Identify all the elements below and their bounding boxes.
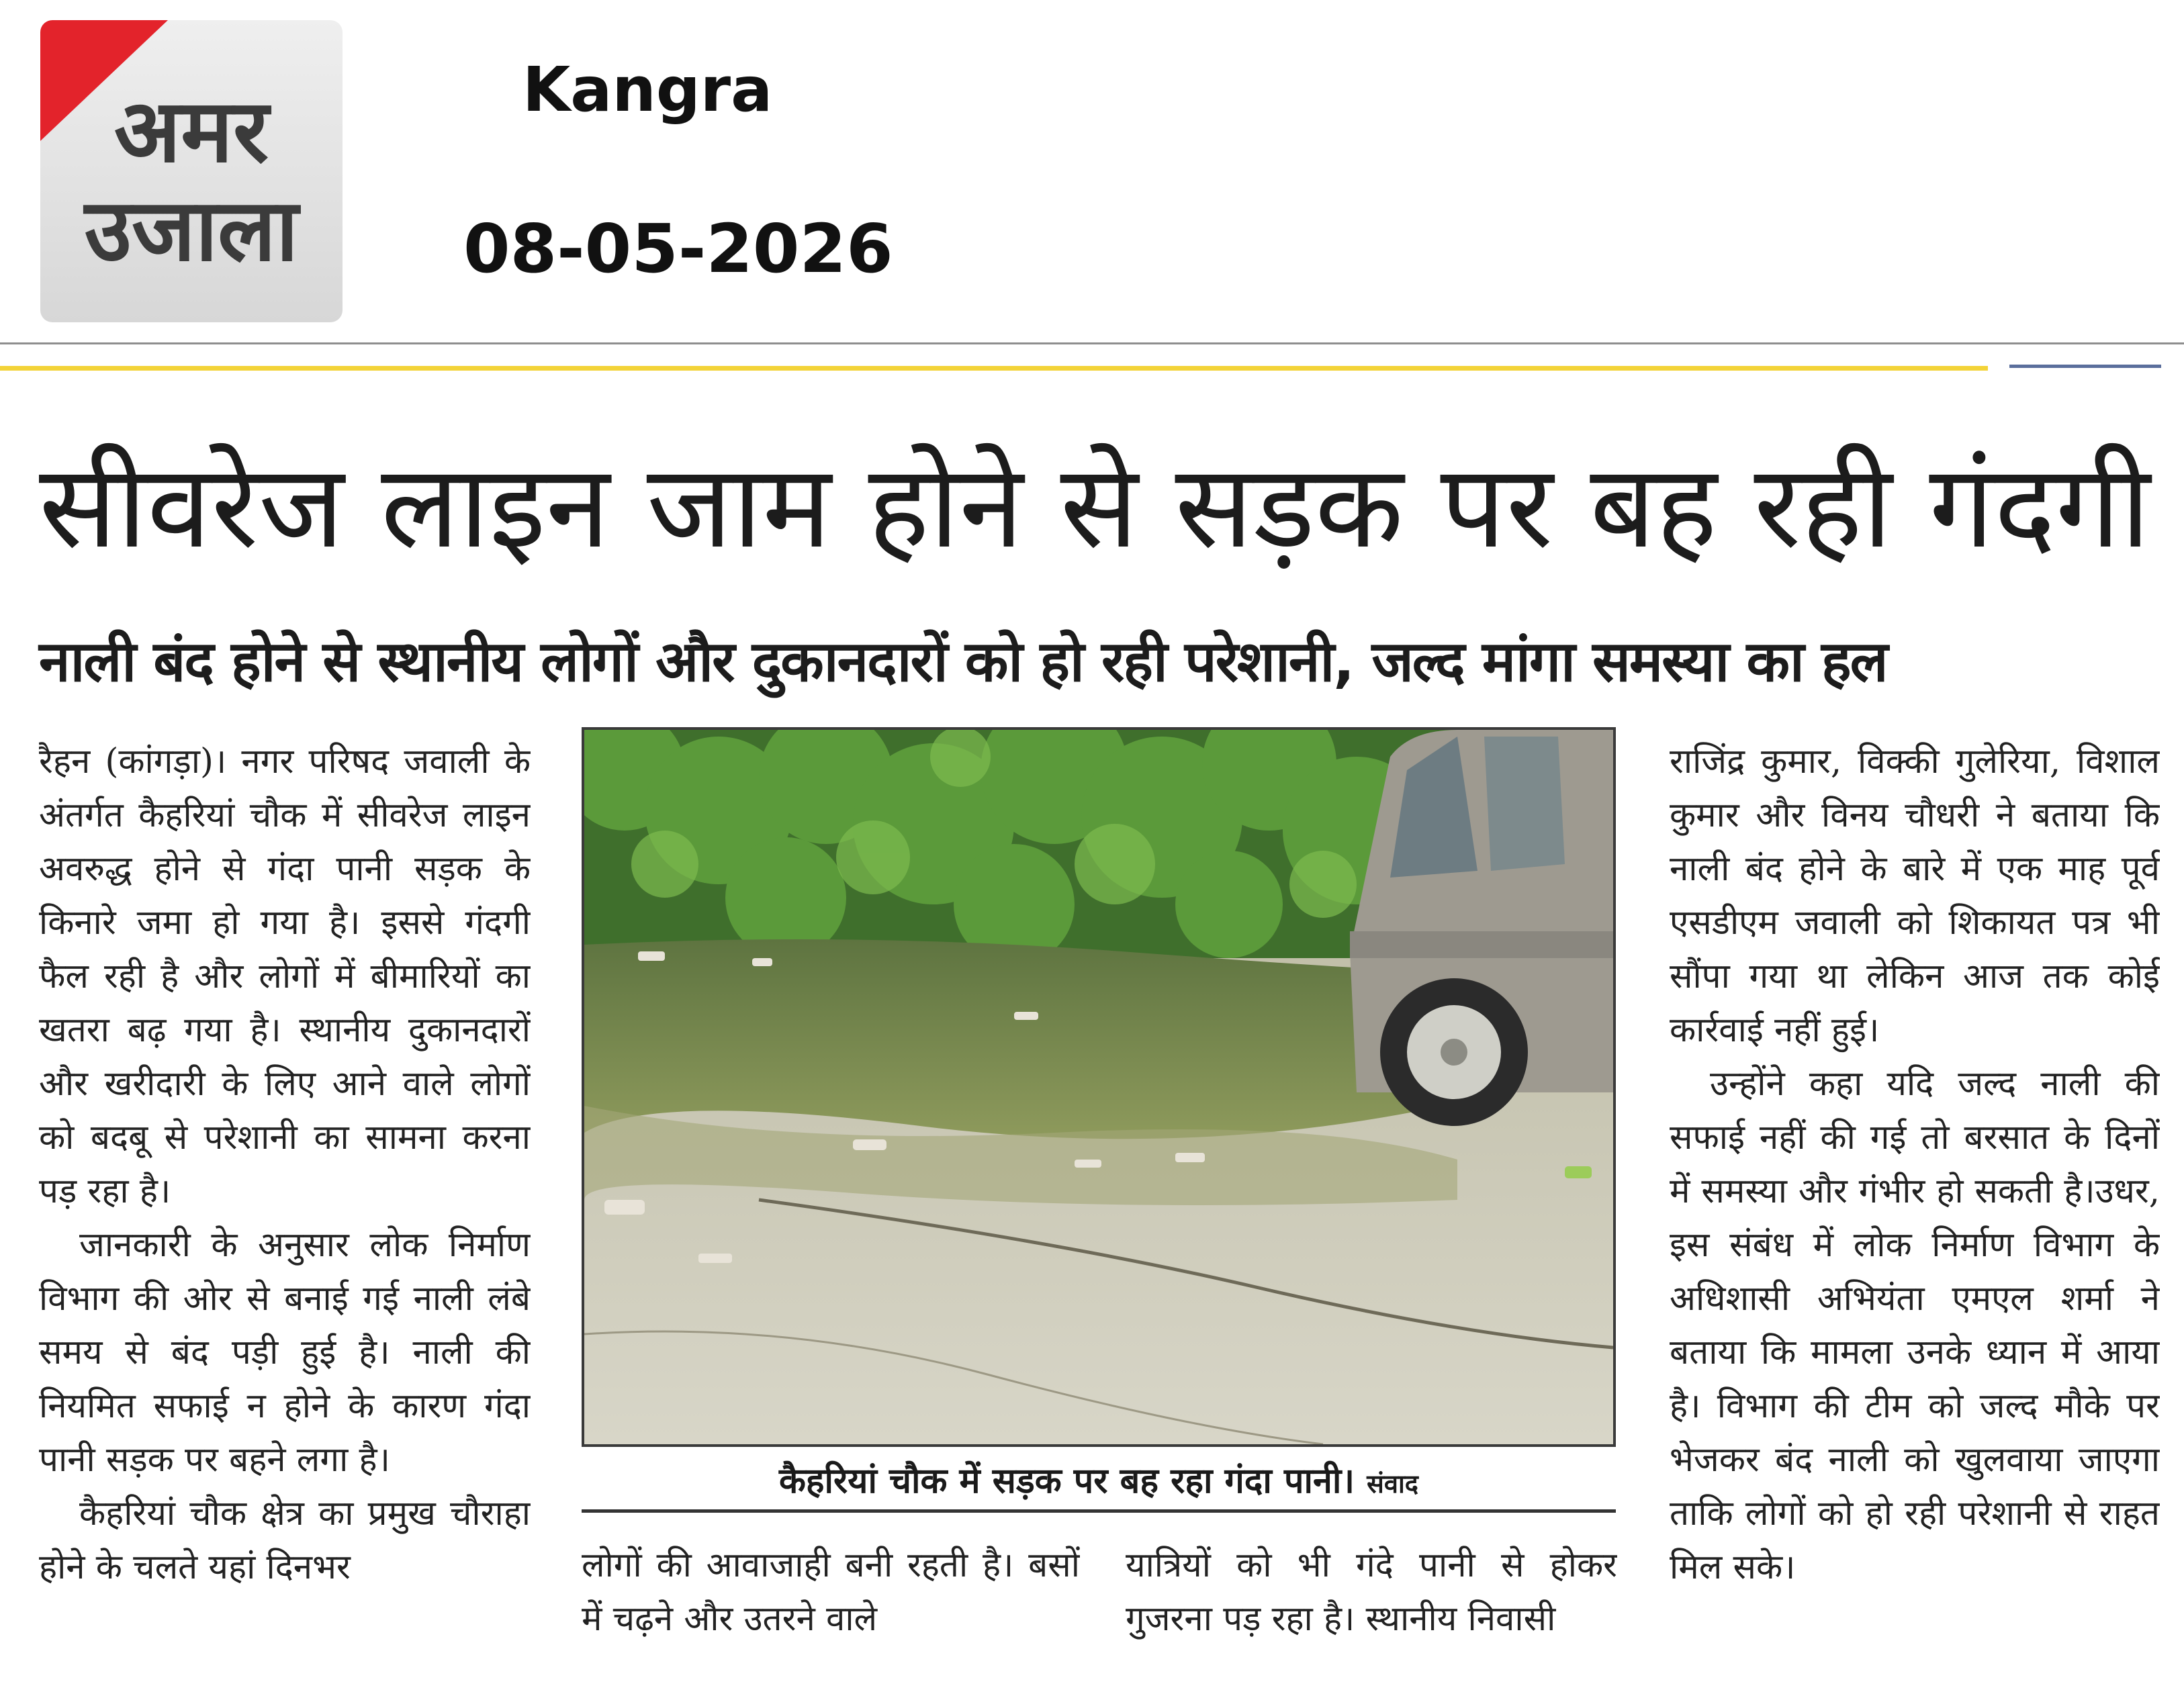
blue-rule — [2009, 365, 2161, 368]
yellow-rule — [0, 366, 1988, 371]
paragraph: कैहरियां चौक क्षेत्र का प्रमुख चौराहा होने के चलते यहां दिनभर — [39, 1494, 531, 1587]
paragraph: लोगों की आवाजाही बनी रहती है। बसों में चढ़ने और उतरने वाले — [582, 1546, 1080, 1639]
article-column-2 — [582, 1539, 1080, 1653]
sewage-road-photo — [584, 730, 1613, 1444]
logo-line-2: उजाला — [84, 181, 299, 281]
logo-line-1: अमर — [113, 80, 269, 182]
article-column-3 — [1126, 1539, 1617, 1653]
article-column-4 — [1670, 735, 2160, 1662]
article-subheadline: नाली बंद होने से स्थानीय लोगों और दुकानदारों को हो रही परेशानी, जल्द मांगा समस्या का हल — [39, 628, 1887, 694]
photo-credit: संवाद — [1367, 1469, 1418, 1499]
paragraph: रैहन (कांगड़ा)। नगर परिषद जवाली के अंतर्गत कैहरियां चौक में सीवरेज लाइन अवरुद्ध होने से गंदा पानी सड़क के किनारे जमा हो गया है। इससे गंदगी फैल रही है और लोगों में बीमारियों का खतरा बढ़ गया है। स्थानीय दुकानदारों और खरीदारी के लिए आने वाले लोगों को बदबू से परेशानी का सामना करना पड़ रहा है। — [39, 742, 531, 1211]
paragraph: यात्रियों को भी गंदे पानी से होकर गुजरना पड़ रहा है। स्थानीय निवासी — [1126, 1546, 1617, 1639]
caption-text: कैहरियां चौक में सड़क पर बह रहा गंदा पानी। — [779, 1461, 1355, 1501]
amar-ujala-logo — [40, 20, 343, 322]
paragraph: जानकारी के अनुसार लोक निर्माण विभाग की ओर से बनाई गई नाली लंबे समय से बंद पड़ी हुई है। नाली की नियमित सफाई न होने के कारण गंदा पानी सड़क पर बहने लगा है। — [39, 1225, 531, 1480]
header-divider — [0, 342, 2184, 344]
article-headline: सीवरेज लाइन जाम होने से सड़क पर बह रही गंदगी — [39, 439, 2150, 574]
caption-rule — [582, 1509, 1616, 1513]
photo-caption — [582, 1456, 1616, 1503]
paragraph: राजिंद्र कुमार, विक्की गुलेरिया, विशाल कुमार और विनय चौधरी ने बताया कि नाली बंद होने के बारे में एक माह पूर्व एसडीएम जवाली को शिकायत पत्र भी सौंपा गया था लेकिन आज तक कोई कार्रवाई नहीं हुई। — [1670, 742, 2160, 1050]
news-photo — [582, 727, 1616, 1447]
paragraph: उन्होंने कहा यदि जल्द नाली की सफाई नहीं की गई तो बरसात के दिनों में समस्या और गंभीर हो सकती है।उधर, इस संबंध में लोक निर्माण विभाग के अधिशासी अभियंता एमएल शर्मा ने बताया कि मामला उनके ध्यान में आया है। विभाग की टीम को जल्द मौके पर भेजकर बंद नाली को खुलवाया जाएगा ताकि लोगों को हो रही परेशानी से राहत मिल सके। — [1670, 1064, 2160, 1587]
edition-city: Kangra — [522, 54, 773, 126]
edition-date: 08-05-2026 — [463, 209, 893, 288]
article-column-1 — [39, 735, 531, 1662]
